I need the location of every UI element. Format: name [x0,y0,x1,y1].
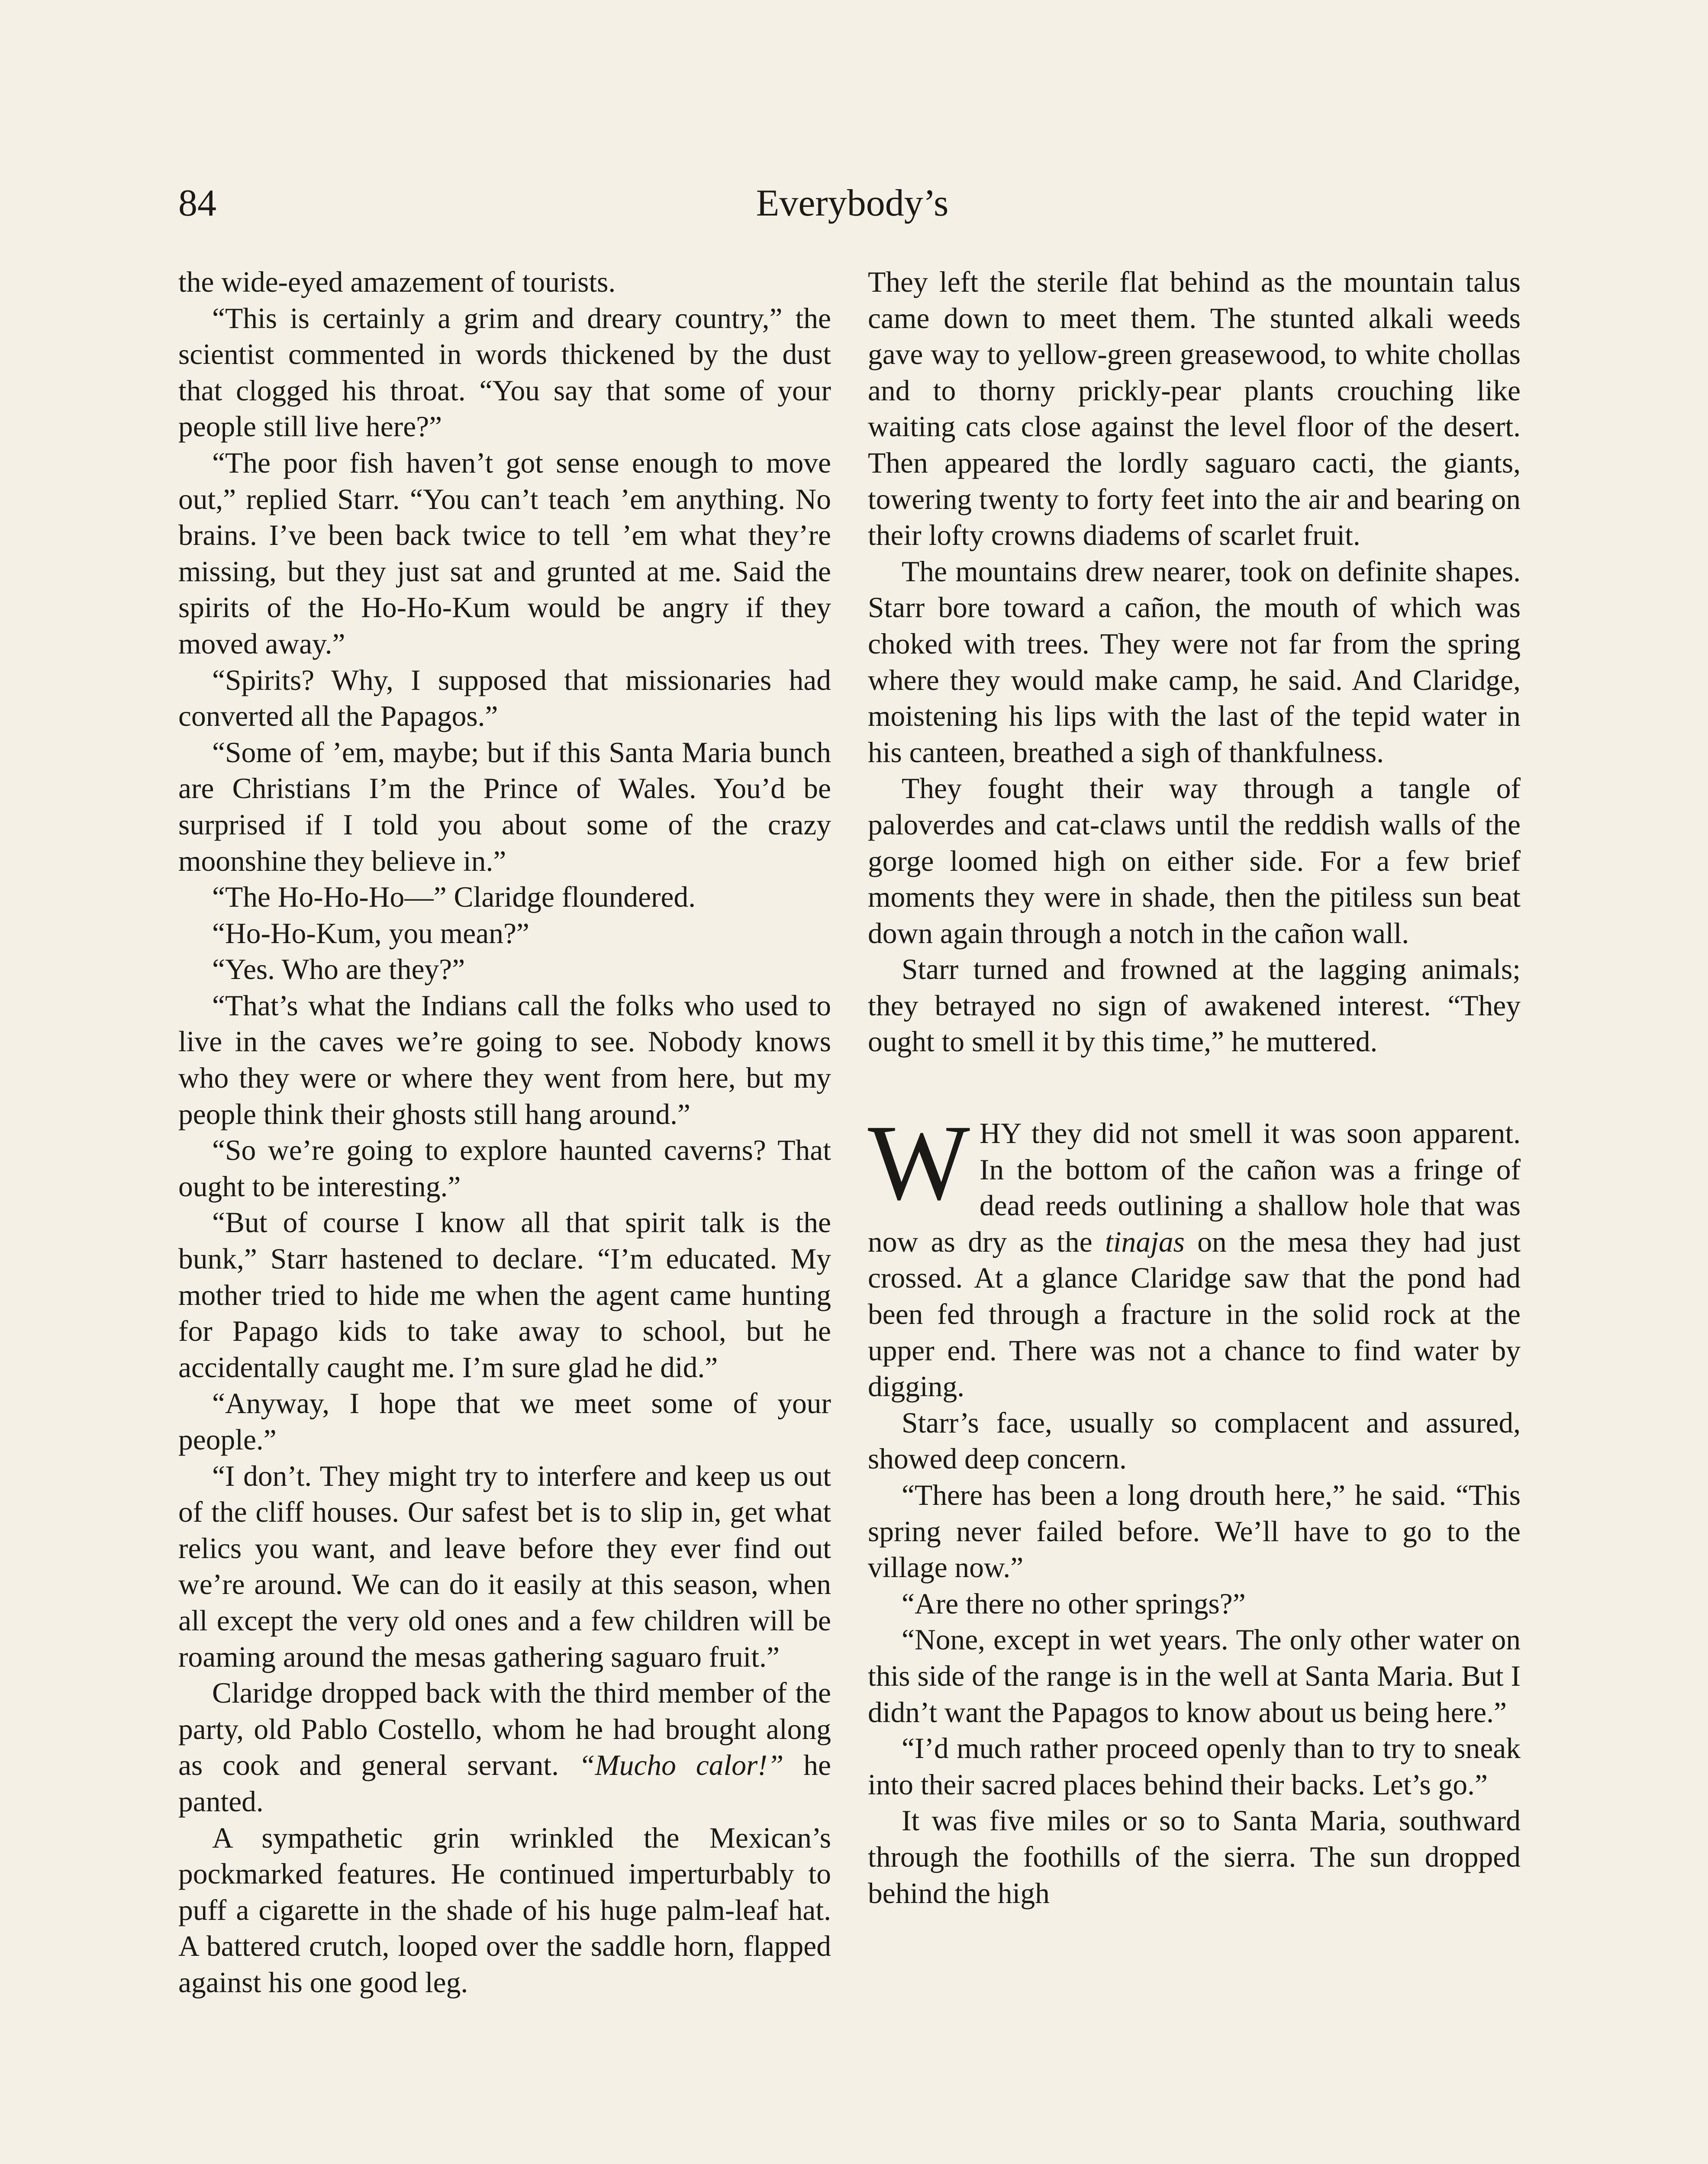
italic-phrase: “Mucho calor!” [578,1749,784,1782]
paragraph: “The poor fish haven’t got sense enough to move out,” replied Starr. “You can’t teach ’em anything. No brains. I’ve been back twice to tell ’em what they’re missing, but they just sat and grunted at me. Said the spirits of the Ho-Ho-Kum would be angry if they moved away.” [178,446,831,660]
paragraph: “Spirits? Why, I supposed that missionaries had converted all the Papagos.” [178,663,831,733]
paragraph: It was five miles or so to Santa Maria, southward through the foothills of the sierra. The sun dropped behind the high [868,1804,1521,1910]
paragraph: They left the sterile flat behind as the mountain talus came down to meet them. The stunted alkali weeds gave way to yellow-green greasewood, to white chollas and to thorny prickly-pear plants crouching like waiting cats close against the level floor of the desert. Then appeared the lordly saguaro cacti, the giants, towering twenty to forty feet into the air and bearing on their lofty crowns diadems of scarlet fruit. [868,266,1521,552]
italic-word: tinajas [1105,1225,1185,1258]
paragraph: Starr turned and frowned at the lagging animals; they betrayed no sign of awakened interest. “They ought to smell it by this time,” he muttered. [868,953,1521,1058]
paragraph [178,1675,831,1819]
page-header [178,175,1526,232]
paragraph: A sympathetic grin wrinkled the Mexican’s pockmarked features. He continued imperturbably to puff a cigarette in the shade of his huge palm-leaf hat. A battered crutch, looped over the saddle horn, flapped against his one good leg. [178,1821,831,1999]
paragraph: the wide-eyed amazement of tourists. [178,266,616,298]
left-column [178,264,831,2001]
paragraph: “I don’t. They might try to interfere and keep us out of the cliff houses. Our safest bet is to slip in, get what relics you want, and leave before they ever find out we’re around. We can do it easily at this season, when all except the very old ones and a few children will be roaming around the mesas gathering saguaro fruit.” [178,1459,831,1673]
paragraph: “I’d much rather proceed openly than to try to sneak into their sacred places behind their backs. Let’s go.” [868,1732,1521,1801]
paragraph: “So we’re going to explore haunted caverns? That ought to be interesting.” [178,1134,831,1203]
right-column [868,264,1521,1911]
paragraph: The mountains drew nearer, took on definite shapes. Starr bore toward a cañon, the mouth of which was choked with trees. They were not far from the spring where they would make camp, he said. And Claridge, moistening his lips with the last of the tepid water in his canteen, breathed a sigh of thankfulness. [868,555,1521,769]
paragraph: “Anyway, I hope that we meet some of your people.” [178,1387,831,1456]
section-opening-paragraph [868,1103,1521,1405]
text-run: HY they did not smell it was soon apparent. In the bottom of the cañon was a fringe of dead reeds outlining a shallow hole that was now as dry as the [868,1117,1521,1258]
paragraph: They fought their way through a tangle of paloverdes and cat-claws until the reddish walls of the gorge loomed high on either side. For a few brief moments they were in shade, then the pitiless sun beat down again through a notch in the cañon wall. [868,772,1521,950]
paragraph: “Yes. Who are they?” [212,953,465,986]
paragraph: “Ho-Ho-Kum, you mean?” [212,917,529,950]
paragraph: “This is certainly a grim and dreary country,” the scientist commented in words thickened by the dust that clogged his throat. “You say that some of your people still live here?” [178,302,831,443]
paragraph: “That’s what the Indians call the folks who used to live in the caves we’re going to see. Nobody knows who they were or where they went from here, but my people think their ghosts still hang around.” [178,989,831,1130]
paragraph: “Some of ’em, maybe; but if this Santa Maria bunch are Christians I’m the Prince of Wales. You’d be surprised if I told you about some of the crazy moonshine they believe in.” [178,736,831,877]
drop-cap: W [868,1103,970,1223]
running-head: Everybody’s [756,182,949,224]
text-run: on the mesa they had just crossed. At a glance Claridge saw that the pond had been fed through a fracture in the solid rock at the upper end. There was not a chance to find water by digging. [868,1225,1521,1403]
text-run: Claridge dropped back with the third member of the party, old Pablo Costello, whom he had brought along as cook and general servant. [178,1677,831,1782]
text-run: he panted. [178,1749,831,1818]
page-number: 84 [178,182,216,224]
paragraph: Starr’s face, usually so complacent and assured, showed deep concern. [868,1406,1521,1475]
paragraph: “None, except in wet years. The only other water on this side of the range is in the well at Santa Maria. But I didn’t want the Papagos to know about us being here.” [868,1623,1521,1729]
paragraph: “There has been a long drouth here,” he said. “This spring never failed before. We’ll have to go to the village now.” [868,1479,1521,1584]
paragraph: “But of course I know all that spirit talk is the bunk,” Starr hastened to declare. “I’m educated. My mother tried to hide me when the agent came hunting for Papago kids to take away to school, but he accidentally caught me. I’m sure glad he did.” [178,1206,831,1384]
paragraph: “The Ho-Ho-Ho—” Claridge floundered. [212,881,696,914]
paragraph: “Are there no other springs?” [902,1587,1246,1620]
